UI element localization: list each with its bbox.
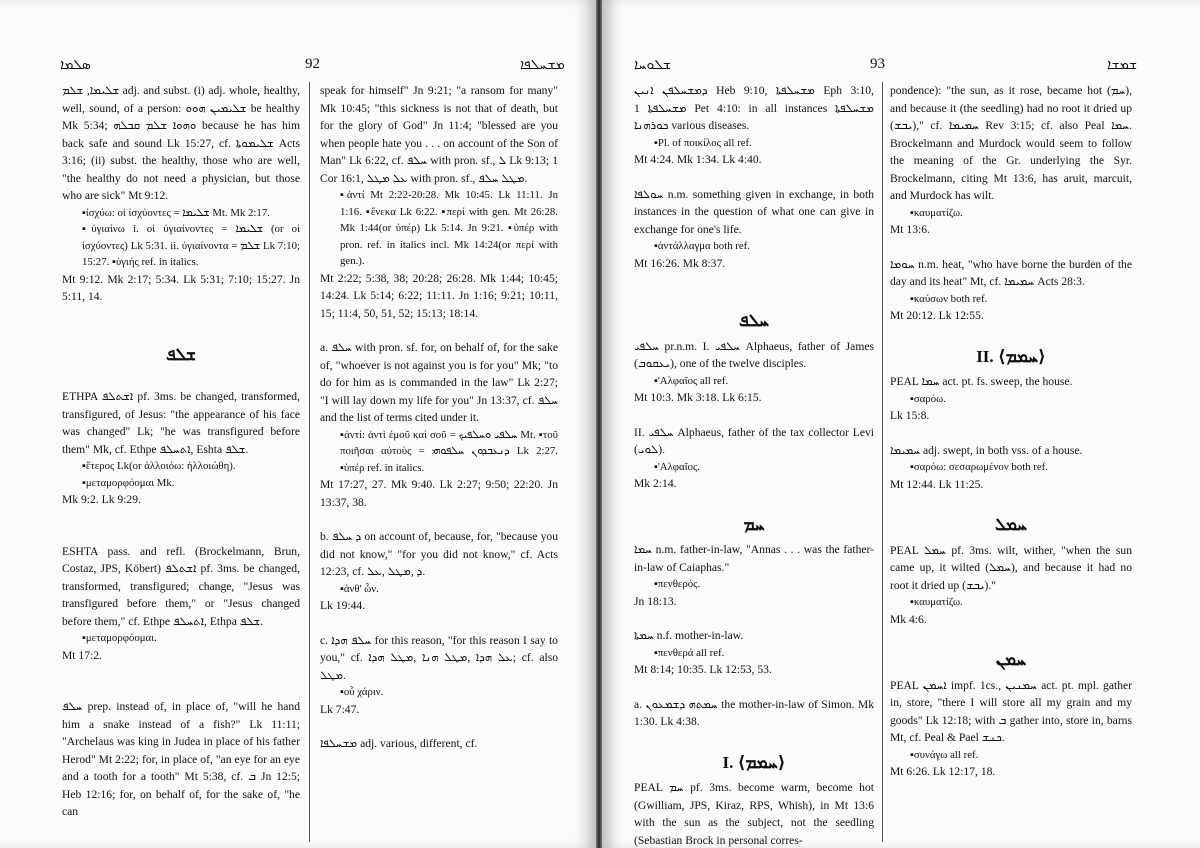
verse-list: Mk 2:14. <box>634 477 677 490</box>
verse-list: Jn 18:13. <box>634 594 677 608</box>
spacer <box>890 628 1132 645</box>
spacer <box>62 371 300 388</box>
verse-list: Mt 20:12. Lk 12:55. <box>890 309 984 322</box>
spacer <box>890 493 1132 510</box>
greek-reference: ▪ἀντί: ἀντὶ ἐμοῦ καὶ σοῦ = ܚܠܦܝ ܘܚܠܦܝܟ Mt. ▪τοῦ ποιῆσαι αὐτοὺς = ܕܢܥܒܕܘܢ ܚܠܦܘܗܝ Lk 2:27. ▪ὑπέρ ref. in italics. <box>340 428 559 474</box>
greek-reference: ▪οὗ χάριν. <box>340 686 384 698</box>
greek-reference: ▪πενθερός. <box>654 578 701 590</box>
root-heading: ܫܠܦ <box>166 344 196 364</box>
verse-list: Lk 15:8. <box>890 409 930 422</box>
root-heading: ܚܡܠ <box>994 515 1028 534</box>
running-head-left: ܣܠܡܐ <box>60 58 91 73</box>
dictionary-entry: ETHPA ܐܫܬܠܦ pf. 3ms. be changed, transformed, transfigured, of Jesus: "the appearance of his face was changed" Lk; "he was transfigured before them" Mk, cf. Ethpe ܐܬܚܠܦ, Eshta ܫܠܦ. <box>62 390 300 456</box>
greek-reference: ▪καυματίζω. <box>910 206 963 219</box>
spacer <box>62 509 300 543</box>
dictionary-entry: ESHTA pass. and refl. (Brockelmann, Brun, Costaz, JPS, Köbert) ܐܫܬܠܦ pf. 3ms. be changed, transformed, transfigured; change, "Jesus was transfigured before them," or "Jesus changed before them," cf. Ethpe ܐܬܚܠܦ, Ethpa ܫܠܦ. <box>62 544 300 628</box>
greek-reference: ▪ἀντάλλαγμα both ref. <box>654 240 750 252</box>
dictionary-entry: ܚܘܡܐ n.m. heat, "who have borne the burden of the day and its heat" Mt, cf. ܚܡܝܡܐ Acts 28:3. <box>890 257 1132 288</box>
spacer <box>890 325 1132 342</box>
greek-reference: ▪ἀντί Mt 2:22-20:28. Mk 10:45. Lk 11:11. Jn 1:16. ▪ἕνεκα Lk 6:22. ▪περί with gen. Mt 26:28. Mk 1:44(or ὑπέρ) Lk 5:14. Jn 9:21. ▪ὑπέρ with pron. ref. in italics incl. Mk 14:24(or περί with gen.). <box>340 189 558 267</box>
dictionary-entry: PEAL ܚܡܐ act. pt. fs. sweep, the house. <box>890 375 1073 388</box>
greek-reference: ▪ἕτερος Lk(or ἀλλοιόω: ἠλλοιώθη). <box>82 460 236 472</box>
column-divider <box>309 82 310 842</box>
greek-reference: ▪σαρόω: σεσαρωμένον both ref. <box>910 461 1048 473</box>
dictionary-entry: II. ܚܠܦܝ Alphaeus, father of the tax collector Levi (ܠܘܝ). <box>634 425 874 456</box>
verse-list: Mt 17:2. <box>62 648 102 662</box>
dictionary-entry: speak for himself" Jn 9:21; "a ransom for many" Mk 10:45; "this sickness is not that of death, but for the glory of God" Jn 11:4; "blessed are you when people hate you . . . on account of the Son of Man" Lk 6:22, cf. ܚܠܦ with pron. sf., ܠ Lk 9:13; 1 Cor 16:1, ܥܠ ܡܛܠ with pron. sf., ܡܛܠ ܚܠܦ. <box>320 84 558 185</box>
greek-reference: ▪'Αλφαῖος all ref. <box>654 374 729 387</box>
greek-reference: ▪μεταμορφόομαι Mk. <box>82 476 175 489</box>
verse-list: Mt 6:26. Lk 12:17, 18. <box>890 765 996 778</box>
root-heading: II. ⟨ܚܡܡ⟩ <box>976 346 1046 366</box>
right-page <box>602 0 1200 848</box>
dictionary-entry: ܕܡܫܚܠܦܢ ܐܢܝܢ Heb 9:10, ܡܫܚܠܦܬܐ Eph 3:10, ܡܫܚܠܦܬܐ 1 Pet 4:10: in all instances ܡܫܚܠܦܬܐ ܟܘܪܗܢܐ various diseases. <box>634 84 874 132</box>
verse-list: Lk 19:44. <box>320 599 366 612</box>
root-heading: ܚܠܦ <box>739 311 769 330</box>
spacer <box>320 322 558 339</box>
spacer <box>634 493 874 510</box>
spacer <box>634 272 874 306</box>
verse-list: Mt 8:14; 10:35. Lk 12:53, 53. <box>634 663 772 676</box>
root-heading: ܚܡܢ <box>995 650 1027 669</box>
verse-list: Lk 7:47. <box>320 702 360 716</box>
dictionary-entry: b. ܕ ܚܠܦ on account of, because, for, "because you did not know," "for you did not know," cf. Acts 12:23, cf. ܕ ,ܡܛܠ ,ܥܠ. <box>320 530 558 578</box>
verse-list: Mt 4:24. Mk 1:34. Lk 4:40. <box>634 153 762 166</box>
dictionary-entry: ܡܫܚܠܦܐ adj. various, different, cf. <box>320 737 478 750</box>
running-head-right: ܡܫܚܠܦܐ <box>520 58 565 73</box>
dictionary-entry: ܫܠܝܡܐ, ܫܠܡ adj. and subst. (i) adj. whole, healthy, well, sound, of a person: ܫܠܝܡܝܢ ܗܘܘ be healthy Mk 5:34; ܘܗܘܐ ܫܠܡ ܩܒܠܗ because he has him back safe and sound Lk 15:27, cf. ܫܠܝܡܘܬܐ Acts 3:16; (ii) subst. the healthy, those who are well, "the healthy do not need a physician, but those who are sick" Mt 9:12. <box>62 84 300 202</box>
greek-reference: ▪'Αλφαῖος. <box>654 460 700 473</box>
root-heading: I. ⟨ܚܡܡ⟩ <box>722 752 786 772</box>
root-heading: ܚܡ <box>743 514 765 534</box>
dictionary-entry: ܚܡܬܐ n.f. mother-in-law. <box>634 629 744 642</box>
greek-reference: ▪μεταμορφόομαι. <box>82 632 157 644</box>
dictionary-entry: ܚܘܠܦܐ n.m. something given in exchange, in both instances in the question of what one can give in exchange for one's life. <box>634 187 874 236</box>
page-number: 93 <box>870 56 885 72</box>
verse-list: Mt 16:26. Mk 8:37. <box>634 256 726 270</box>
column-divider <box>882 82 883 842</box>
right-column-1 <box>634 82 874 848</box>
left-page <box>0 0 596 848</box>
greek-reference: ▪ἰσχύω: οἱ ἰσχύοντες = ܫܠܝܡܐ Mt. Mk 2:17. <box>82 206 270 219</box>
verse-list: Mt 12:44. Lk 11:25. <box>890 477 984 491</box>
verse-list: Mt 13:6. <box>890 223 930 236</box>
right-column-2 <box>890 82 1132 781</box>
verse-list: Mk 4:6. <box>890 612 927 626</box>
spacer <box>62 664 300 698</box>
verse-list: Mt 10:3. Mk 3:18. Lk 6:15. <box>634 391 762 404</box>
running-head-right: ܫܡܫܐ <box>1107 58 1138 73</box>
spacer <box>634 610 874 627</box>
verse-list: Mt 2:22; 5:38, 38; 20:28; 26:28. Mk 1:44; 10:45; 14:24. Lk 5:14; 6:22; 11:11. Jn 1:16; 9:21; 10:11, 15; 11:4, 50, 51, 52; 15:13; 18:14. <box>320 271 558 320</box>
dictionary-entry: a. ܚܠܦ with pron. sf. for, on behalf of, for the sake of, "whoever is not against you is for you" Mk; "to do for him as is commanded in the law" Lk 2:27; "I will lay down my life for you" Jn 13:37, cf. ܚܠܦ and the list of terms cited under it. <box>320 341 558 424</box>
running-head-left: ܫܠܘܚܐ <box>634 58 671 73</box>
spacer <box>634 679 874 696</box>
spacer <box>320 511 558 528</box>
greek-reference: ▪καυματίζω. <box>910 596 963 608</box>
spacer <box>634 169 874 186</box>
dictionary-entry: a. ܚܡܬܗ ܕܫܡܥܘܢ the mother-in-law of Simon. Mk 1:30. Lk 4:38. <box>634 697 874 728</box>
verse-list: Mt 9:12. Mk 2:17; 5:34. Lk 5:31; 7:10; 15:27. Jn 5:11, 14. <box>62 272 300 303</box>
dictionary-entry: ܚܠܦ prep. instead of, in place of, "will he hand him a snake instead of a fish?" Lk 11:11; "Archelaus was king in Judea in place of his father Herod" Mt 2:22; for, in place of, "an eye for an eye and a tooth for a tooth" Mt 5:38, cf. ܒ Jn 12:5; Heb 12:16; for, on behalf of, for the sake of, "he can <box>62 700 300 818</box>
dictionary-entry: ܚܡܝܡܐ adj. swept, in both vss. of a house. <box>890 443 1083 457</box>
spacer <box>890 239 1132 256</box>
greek-reference: ▪ὑγιαίνω i. οἱ ὑγιαίνοντες = ܫܠܝܡܐ (or οἱ ἰσχύοντες) Lk 5:31. ii. ὑγιαίνοντα = ܫܠܡ Lk 7:10; 15:27. ▪ὑγιής ref. in italics. <box>82 223 300 268</box>
dictionary-entry: ܚܡܐ n.m. father-in-law, "Annas . . . was the father-in-law of Caiaphas." <box>634 543 874 574</box>
verse-list: Mk 9:2. Lk 9:29. <box>62 493 141 506</box>
dictionary-entry: c. ܚܠܦ ܗܕܐ for this reason, "for this reason I say to you," cf. ܥܠ ܗܕܐ ,ܡܛܠ ܗܢܐ ,ܡܛܠ ܗܕܐ; cf. also ܡܛܠ. <box>320 633 559 682</box>
page-number: 92 <box>305 56 320 72</box>
greek-reference: ▪πενθερά all ref. <box>654 646 725 659</box>
dictionary-entry: PEAL ܐܚܡܢ impf. 1cs., ܚܡܢܝܢ act. pt. mpl. gather in, store, "there I will store all my grain and my goods" Lk 12:18; with ܒ gather into, store in, barns Mt, cf. Peal & Pael ܟܢܫ. <box>890 678 1132 744</box>
spacer <box>890 425 1132 442</box>
spacer <box>320 615 558 632</box>
greek-reference: ▪σαρόω. <box>910 392 946 405</box>
greek-reference: ▪ἀνθ' ὧν. <box>340 582 379 595</box>
greek-reference: ▪συνάγω all ref. <box>910 748 979 761</box>
verse-list: Mt 17:27, 27. Mk 9:40. Lk 2:27; 9:50; 22:20. Jn 13:37, 38. <box>320 478 558 509</box>
dictionary-entry: ܚܠܦܝ pr.n.m. I. ܚܠܦܝ Alphaeus, father of James (ܝܥܩܘܒ), one of the twelve disciples. <box>634 339 874 370</box>
spacer <box>320 718 558 735</box>
dictionary-entry: PEAL ܚܡ pf. 3ms. become warm, become hot (Gwilliam, JPS, Kiraz, RPS, Whish), in Mt 13:6 with the sun as the subject, not the seedling (Sebastian Brock in personal corres- <box>634 781 874 847</box>
left-column-2 <box>320 82 558 753</box>
greek-reference: ▪καύσων both ref. <box>910 292 988 305</box>
left-column-1 <box>62 82 300 821</box>
dictionary-entry: PEAL ܚܡܠ pf. 3ms. wilt, wither, "when the sun came up, it wilted (ܚܡܠ), and because it had no root it dried up (ܝܒܫ)." <box>890 543 1133 592</box>
dictionary-entry: pondence): "the sun, as it rose, became hot (ܚܡ), and because it (the seedling) had no root it dried up (ܝܒܫ)," cf. ܚܡܝܡܐ Rev 3:15; cf. also Peal ܚܡܐ. Brockelmann and Murdock would seem to follow the meaning of the Gr. underlying the Syr. Brockelmann, citing Mt 13:6, has aruit, marcuit, and Murdock has wilt. <box>890 84 1132 202</box>
greek-reference: ▪Pl. of ποικίλος all ref. <box>654 136 752 149</box>
spacer <box>634 731 874 748</box>
spacer <box>634 407 874 424</box>
spacer <box>62 306 300 340</box>
